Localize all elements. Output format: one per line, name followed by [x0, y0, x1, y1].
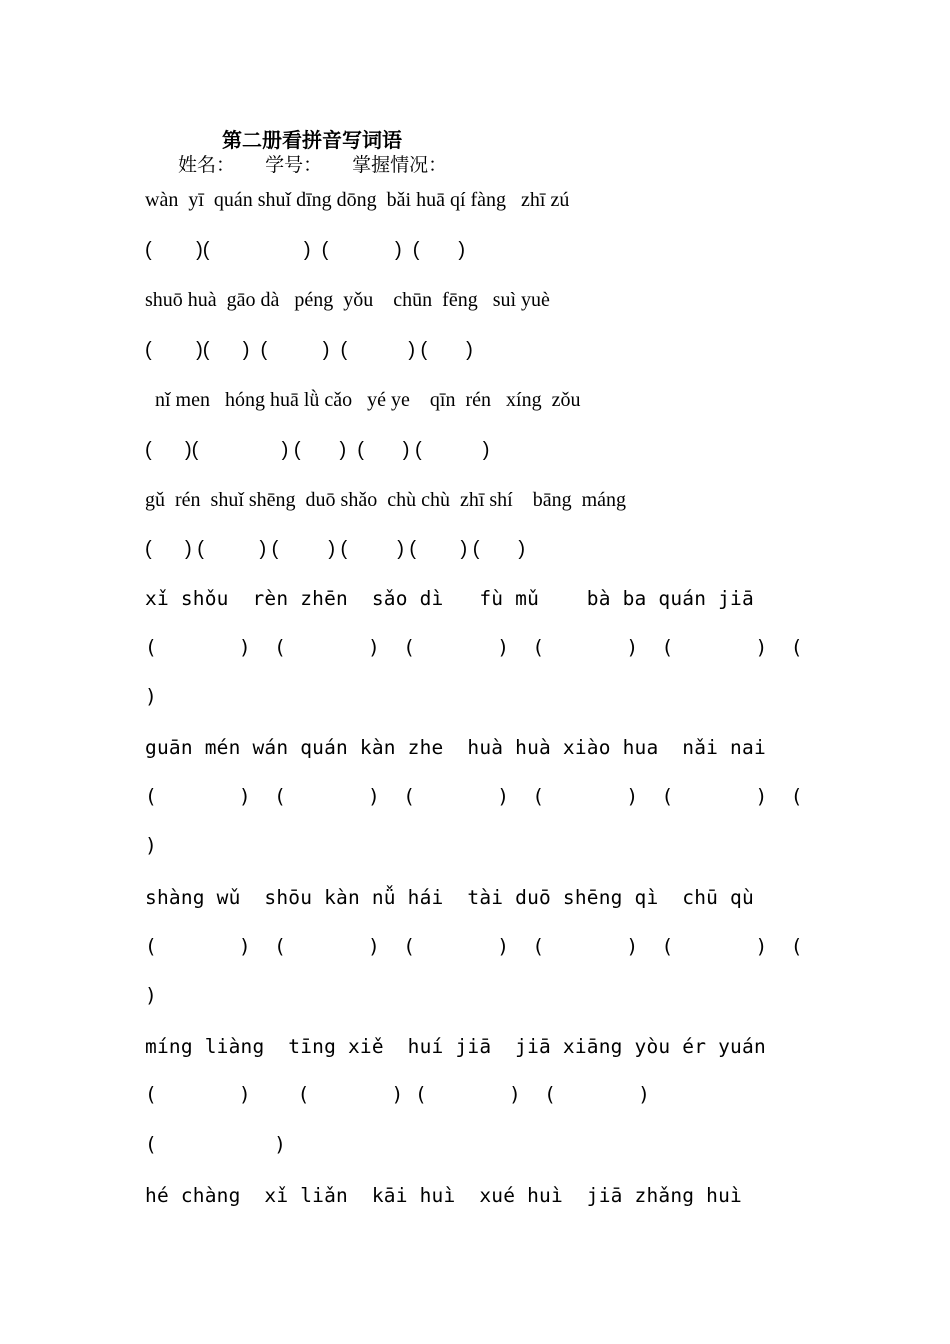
answer-line-5: ( ) ( ) ( ) ( ) ( ) ( — [145, 636, 803, 659]
pinyin-line-9: hé chàng xǐ liǎn kāi huì xué huì jiā zhǎng huì — [145, 1184, 742, 1207]
answer-line-4: ( ) ( ) ( ) ( ) ( ) ( ) — [145, 538, 525, 560]
worksheet-title: 第二册看拼音写词语 — [222, 128, 402, 152]
mastery-label: 掌握情况： — [352, 154, 448, 176]
name-label: 姓名： — [178, 154, 236, 176]
answer-line-8-continued: ( ) — [145, 1133, 286, 1156]
pinyin-line-2: shuō huà gāo dà péng yǒu chūn fēng suì yuè — [145, 289, 550, 311]
answer-line-8: ( ) ( ) ( ) ( ) — [145, 1083, 650, 1106]
student-info — [178, 150, 471, 177]
answer-line-6-continued: ) — [145, 834, 157, 857]
answer-line-3: ( )( ) ( ) ( ) ( ) — [145, 439, 490, 461]
answer-line-1: ( )( ) ( ) ( ) — [145, 239, 465, 261]
pinyin-line-8: míng liàng tīng xiě huí jiā jiā xiāng yòu ér yuán — [145, 1035, 766, 1058]
pinyin-line-1: wàn yī quán shuǐ dīng dōng bǎi huā qí fàng zhī zú — [145, 189, 570, 211]
answer-line-5-continued: ) — [145, 685, 157, 708]
student-id-label: 学号： — [265, 154, 323, 176]
pinyin-line-4: gǔ rén shuǐ shēng duō shǎo chù chù zhī shí bāng máng — [145, 489, 627, 511]
pinyin-line-7: shàng wǔ shōu kàn nǚ hái tài duō shēng qì chū qù — [145, 886, 754, 909]
answer-line-2: ( )( ) ( ) ( ) ( ) — [145, 339, 473, 361]
answer-line-6: ( ) ( ) ( ) ( ) ( ) ( — [145, 785, 803, 808]
pinyin-line-3: nǐ men hóng huā lǜ cǎo yé ye qīn rén xíng zǒu — [145, 389, 581, 411]
pinyin-line-5: xǐ shǒu rèn zhēn sǎo dì fù mǔ bà ba quán jiā — [145, 587, 754, 610]
answer-line-7-continued: ) — [145, 984, 157, 1007]
pinyin-line-6: guān mén wán quán kàn zhe huà huà xiào hua nǎi nai — [145, 736, 766, 759]
answer-line-7: ( ) ( ) ( ) ( ) ( ) ( — [145, 935, 803, 958]
